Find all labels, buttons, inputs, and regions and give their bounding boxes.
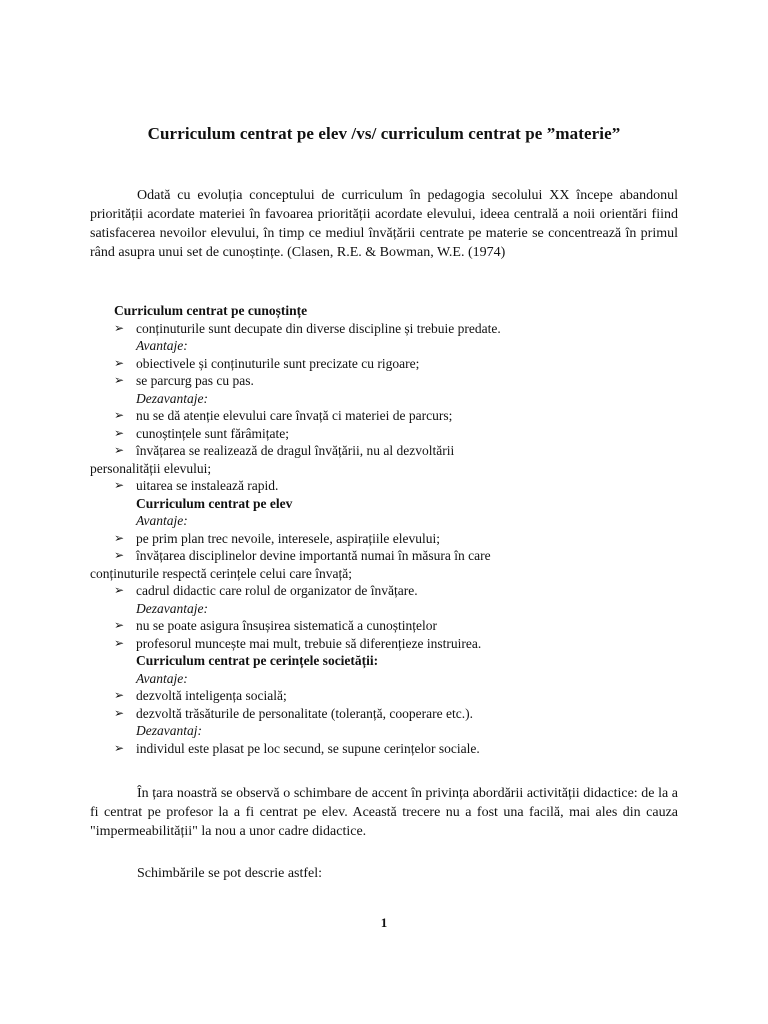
section-heading-knowledge: Curriculum centrat pe cunoștințe (114, 303, 308, 318)
disadvantages-label: Dezavantaje: (136, 600, 208, 616)
list-item: ➢ dezvoltă inteligența socială; (114, 688, 287, 703)
list-item: ➢ individul este plasat pe loc secund, se supune cerințelor sociale. (114, 740, 480, 756)
change-paragraph: În țara noastră se observă o schimbare de accent în privința abordării activității didactice: de la a fi centrat pe profesor la a fi centrat pe elev. Această trecere nu a fost una facilă, mai ales din cauza "impermeabilității" la nou a unor cadre didactice. (90, 786, 678, 839)
arrow-bullet-icon: ➢ (114, 355, 125, 370)
list-item: ➢ cunoștințele sunt fărâmițate; (114, 425, 289, 441)
list-item: ➢ se parcurg pas cu pas. (114, 373, 254, 388)
arrow-bullet-icon: ➢ (114, 635, 125, 650)
list-item: ➢ nu se poate asigura însușirea sistematică a cunoștințelor (114, 618, 438, 633)
arrow-bullet-icon: ➢ (114, 583, 125, 597)
arrow-bullet-icon: ➢ (114, 425, 125, 440)
page-title: Curriculum centrat pe elev /vs/ curriculum centrat pe ”materie” (147, 124, 621, 143)
arrow-bullet-icon: ➢ (114, 548, 125, 562)
advantages-label: Avantaje: (136, 338, 188, 353)
section-heading-student: Curriculum centrat pe elev (136, 495, 293, 511)
disadvantage-label: Dezavantaj: (136, 723, 202, 738)
list-item: ➢ nu se dă atenție elevului care învață ci materiei de parcurs; (114, 408, 453, 423)
list-item: ➢ uitarea se instalează rapid. (114, 478, 279, 493)
list-item: ➢ pe prim plan trec nevoile, interesele, aspirațiile elevului; (114, 530, 441, 546)
list-item-continuation: personalității elevului; (90, 460, 212, 476)
arrow-bullet-icon: ➢ (114, 740, 125, 755)
arrow-bullet-icon: ➢ (114, 408, 125, 422)
list-item: ➢ conținuturile sunt decupate din diverse discipline și trebuie predate. (114, 320, 501, 336)
list-item: ➢ cadrul didactic care rolul de organizator de învățare. (114, 583, 418, 598)
arrow-bullet-icon: ➢ (114, 443, 125, 457)
arrow-bullet-icon: ➢ (114, 320, 125, 335)
arrow-bullet-icon: ➢ (114, 530, 125, 545)
list-item-continuation: conținuturile respectă cerințele celui care învață; (90, 565, 352, 581)
curriculum-list (90, 302, 690, 757)
disadvantages-label: Dezavantaje: (136, 390, 208, 406)
arrow-bullet-icon: ➢ (114, 705, 125, 720)
arrow-bullet-icon: ➢ (114, 618, 125, 632)
advantages-label: Avantaje: (136, 670, 188, 686)
arrow-bullet-icon: ➢ (114, 688, 125, 702)
advantages-label: Avantaje: (136, 513, 188, 528)
list-item: ➢ obiectivele și conținuturile sunt precizate cu rigoare; (114, 355, 420, 371)
intro-paragraph: Odată cu evoluția conceptului de curriculum în pedagogia secolului XX începe abandonul priorității acordate materiei în favoarea priorității acordate elevului, ideea centrală a noii orientări fiind satisfacerea nevoilor elevului, în timp ce mediul învățării centrate pe materie se concentrează în primul rând asupra unui set de cunoștințe. (Clasen, R.E. & Bowman, W.E. (1974) (90, 188, 678, 260)
section-heading-society: Curriculum centrat pe cerințele societății: (136, 653, 379, 668)
arrow-bullet-icon: ➢ (114, 478, 125, 492)
changes-intro: Schimbările se pot descrie astfel: (137, 866, 323, 881)
page-number: 1 (380, 915, 388, 930)
list-item: ➢ profesorul muncește mai mult, trebuie să diferențieze instruirea. (114, 635, 482, 651)
list-item: ➢ învățarea se realizează de dragul învățării, nu al dezvoltării (114, 443, 455, 458)
arrow-bullet-icon: ➢ (114, 373, 125, 387)
list-item: ➢ învățarea disciplinelor devine importantă numai în măsura în care (114, 548, 491, 563)
list-item: ➢ dezvoltă trăsăturile de personalitate (toleranță, cooperare etc.). (114, 705, 473, 721)
